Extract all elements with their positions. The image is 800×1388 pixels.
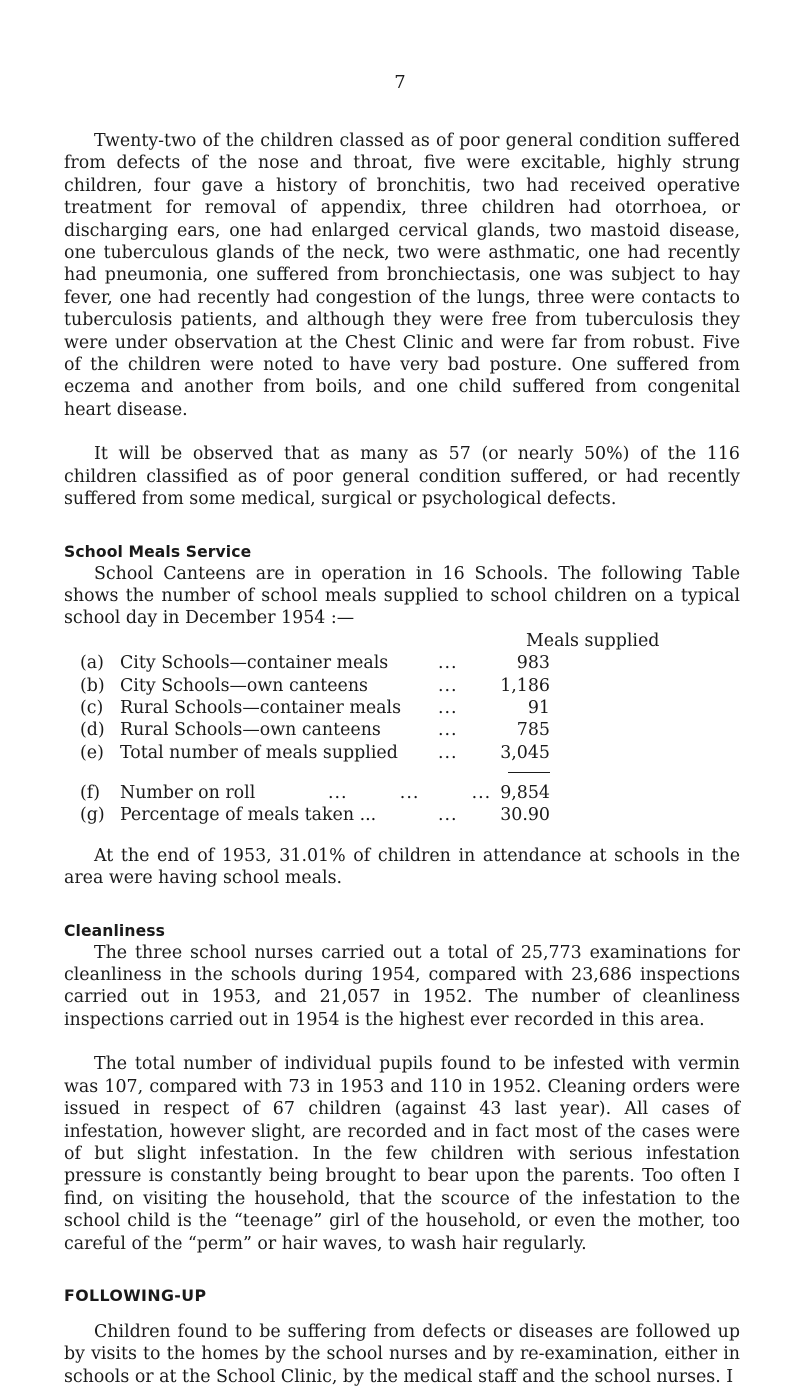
paragraph-cleanliness-1: The three school nurses carried out a total of 25,773 examinations for cleanliness in the schools during 1954, compared with 23,686 inspections carried out in 1953, and 21,057 in 1952. The number of cleanliness inspections carried out in 1954 is the highest ever recorded in this area.	[64, 942, 740, 1030]
heading-cleanliness: Cleanliness	[64, 921, 166, 940]
paragraph-following-up: Children found to be suffering from defects or diseases are followed up by visits to the homes by the school nurses and by re-examination, either in schools or at the School Clinic, by the medical staff and the school nurses. I	[64, 1321, 740, 1387]
row-leader-dots: ...	[438, 742, 458, 763]
row-label: Percentage of meals taken ...	[120, 805, 377, 826]
table-row	[64, 782, 740, 804]
row-label: City Schools—own canteens	[120, 675, 368, 696]
row-leader-dots: ... ... ...	[328, 783, 492, 804]
row-value: 983	[516, 653, 550, 674]
row-label: Number on roll	[120, 783, 256, 804]
row-value: 1,186	[500, 675, 550, 696]
table-spacer	[64, 764, 740, 782]
row-letter: (f)	[80, 783, 101, 804]
row-label: Rural Schools—own canteens	[120, 720, 381, 741]
row-value: 785	[516, 720, 550, 741]
row-leader-dots: ...	[438, 805, 458, 826]
table-row	[64, 675, 740, 697]
paragraph-school-meals-intro: School Canteens are in operation in 16 Schools. The following Table shows the number of school meals supplied to school children on a typical school day in December 1954 :—	[64, 563, 740, 629]
row-letter: (e)	[80, 742, 104, 763]
row-value: 9,854	[500, 783, 550, 804]
paragraph-cleanliness-2: The total number of individual pupils found to be infested with vermin was 107, compared with 73 in 1953 and 110 in 1952. Cleaning orders were issued in respect of 67 children (against 43 last year). All cases of infestation, however slight, are recorded and in fact most of the cases were of but slight infestation. In the few children with serious infestation pressure is constantly being brought to bear upon the parents. Too often I find, on visiting the household, that the scource of the infestation to the school child is the “teenage” girl of the household, or even the mother, too careful of the “perm” or hair waves, to wash hair regularly.	[64, 1054, 740, 1254]
table-row	[64, 742, 740, 764]
paragraph-poor-condition: Twenty-two of the children classed as of poor general condition suffered from defects of the nose and throat, five were excitable, highly strung children, four gave a history of bronchitis, two had received operative treatment for removal of appendix, three children had otorrhoea, or discharging ears, one had enlarged cervical glands, two mastoid disease, one tuberculous glands of the neck, two were asthmatic, one had recently had pneumonia, one suffered from bronchiectasis, one was subject to hay fever, one had recently had congestion of the lungs, three were contacts to tuberculosis patients, and although they were free from tuberculosis they were under observation at the Chest Clinic and were far from robust. Five of the children were noted to have very bad posture. One suffered from eczema and another from boils, and one child suffered from congenital heart disease.	[64, 131, 740, 420]
table-row	[64, 652, 740, 674]
row-value: 91	[527, 697, 550, 718]
page-body	[64, 130, 740, 1388]
row-leader-dots: ...	[438, 675, 458, 696]
row-letter: (g)	[80, 805, 105, 826]
column-header-meals-supplied: Meals supplied	[526, 630, 660, 651]
row-letter: (c)	[80, 697, 104, 718]
table-row	[64, 697, 740, 719]
row-leader-dots: ...	[438, 653, 458, 674]
table-row	[64, 804, 740, 826]
row-value: 30.90	[500, 805, 550, 826]
row-leader-dots: ...	[438, 697, 458, 718]
meals-table-header	[64, 630, 740, 652]
row-label: Rural Schools—container meals	[120, 697, 402, 718]
page-number: 7	[394, 72, 406, 93]
row-letter: (d)	[80, 720, 105, 741]
table-row	[64, 719, 740, 741]
heading-school-meals: School Meals Service	[64, 542, 252, 561]
total-rule	[508, 772, 550, 773]
row-letter: (a)	[80, 653, 104, 674]
paragraph-school-meals-closing: At the end of 1953, 31.01% of children in attendance at schools in the area were having school meals.	[64, 845, 740, 889]
row-value: 3,045	[500, 742, 550, 763]
heading-following-up: FOLLOWING-UP	[64, 1285, 207, 1305]
row-letter: (b)	[80, 675, 105, 696]
meals-table	[64, 630, 740, 827]
row-label: Total number of meals supplied	[120, 742, 398, 763]
paragraph-observation: It will be observed that as many as 57 (or nearly 50%) of the 116 children classified as of poor general condition suffered, or had recently suffered from some medical, surgical or psychological defects.	[64, 444, 740, 510]
row-label: City Schools—container meals	[120, 653, 389, 674]
row-leader-dots: ...	[438, 720, 458, 741]
